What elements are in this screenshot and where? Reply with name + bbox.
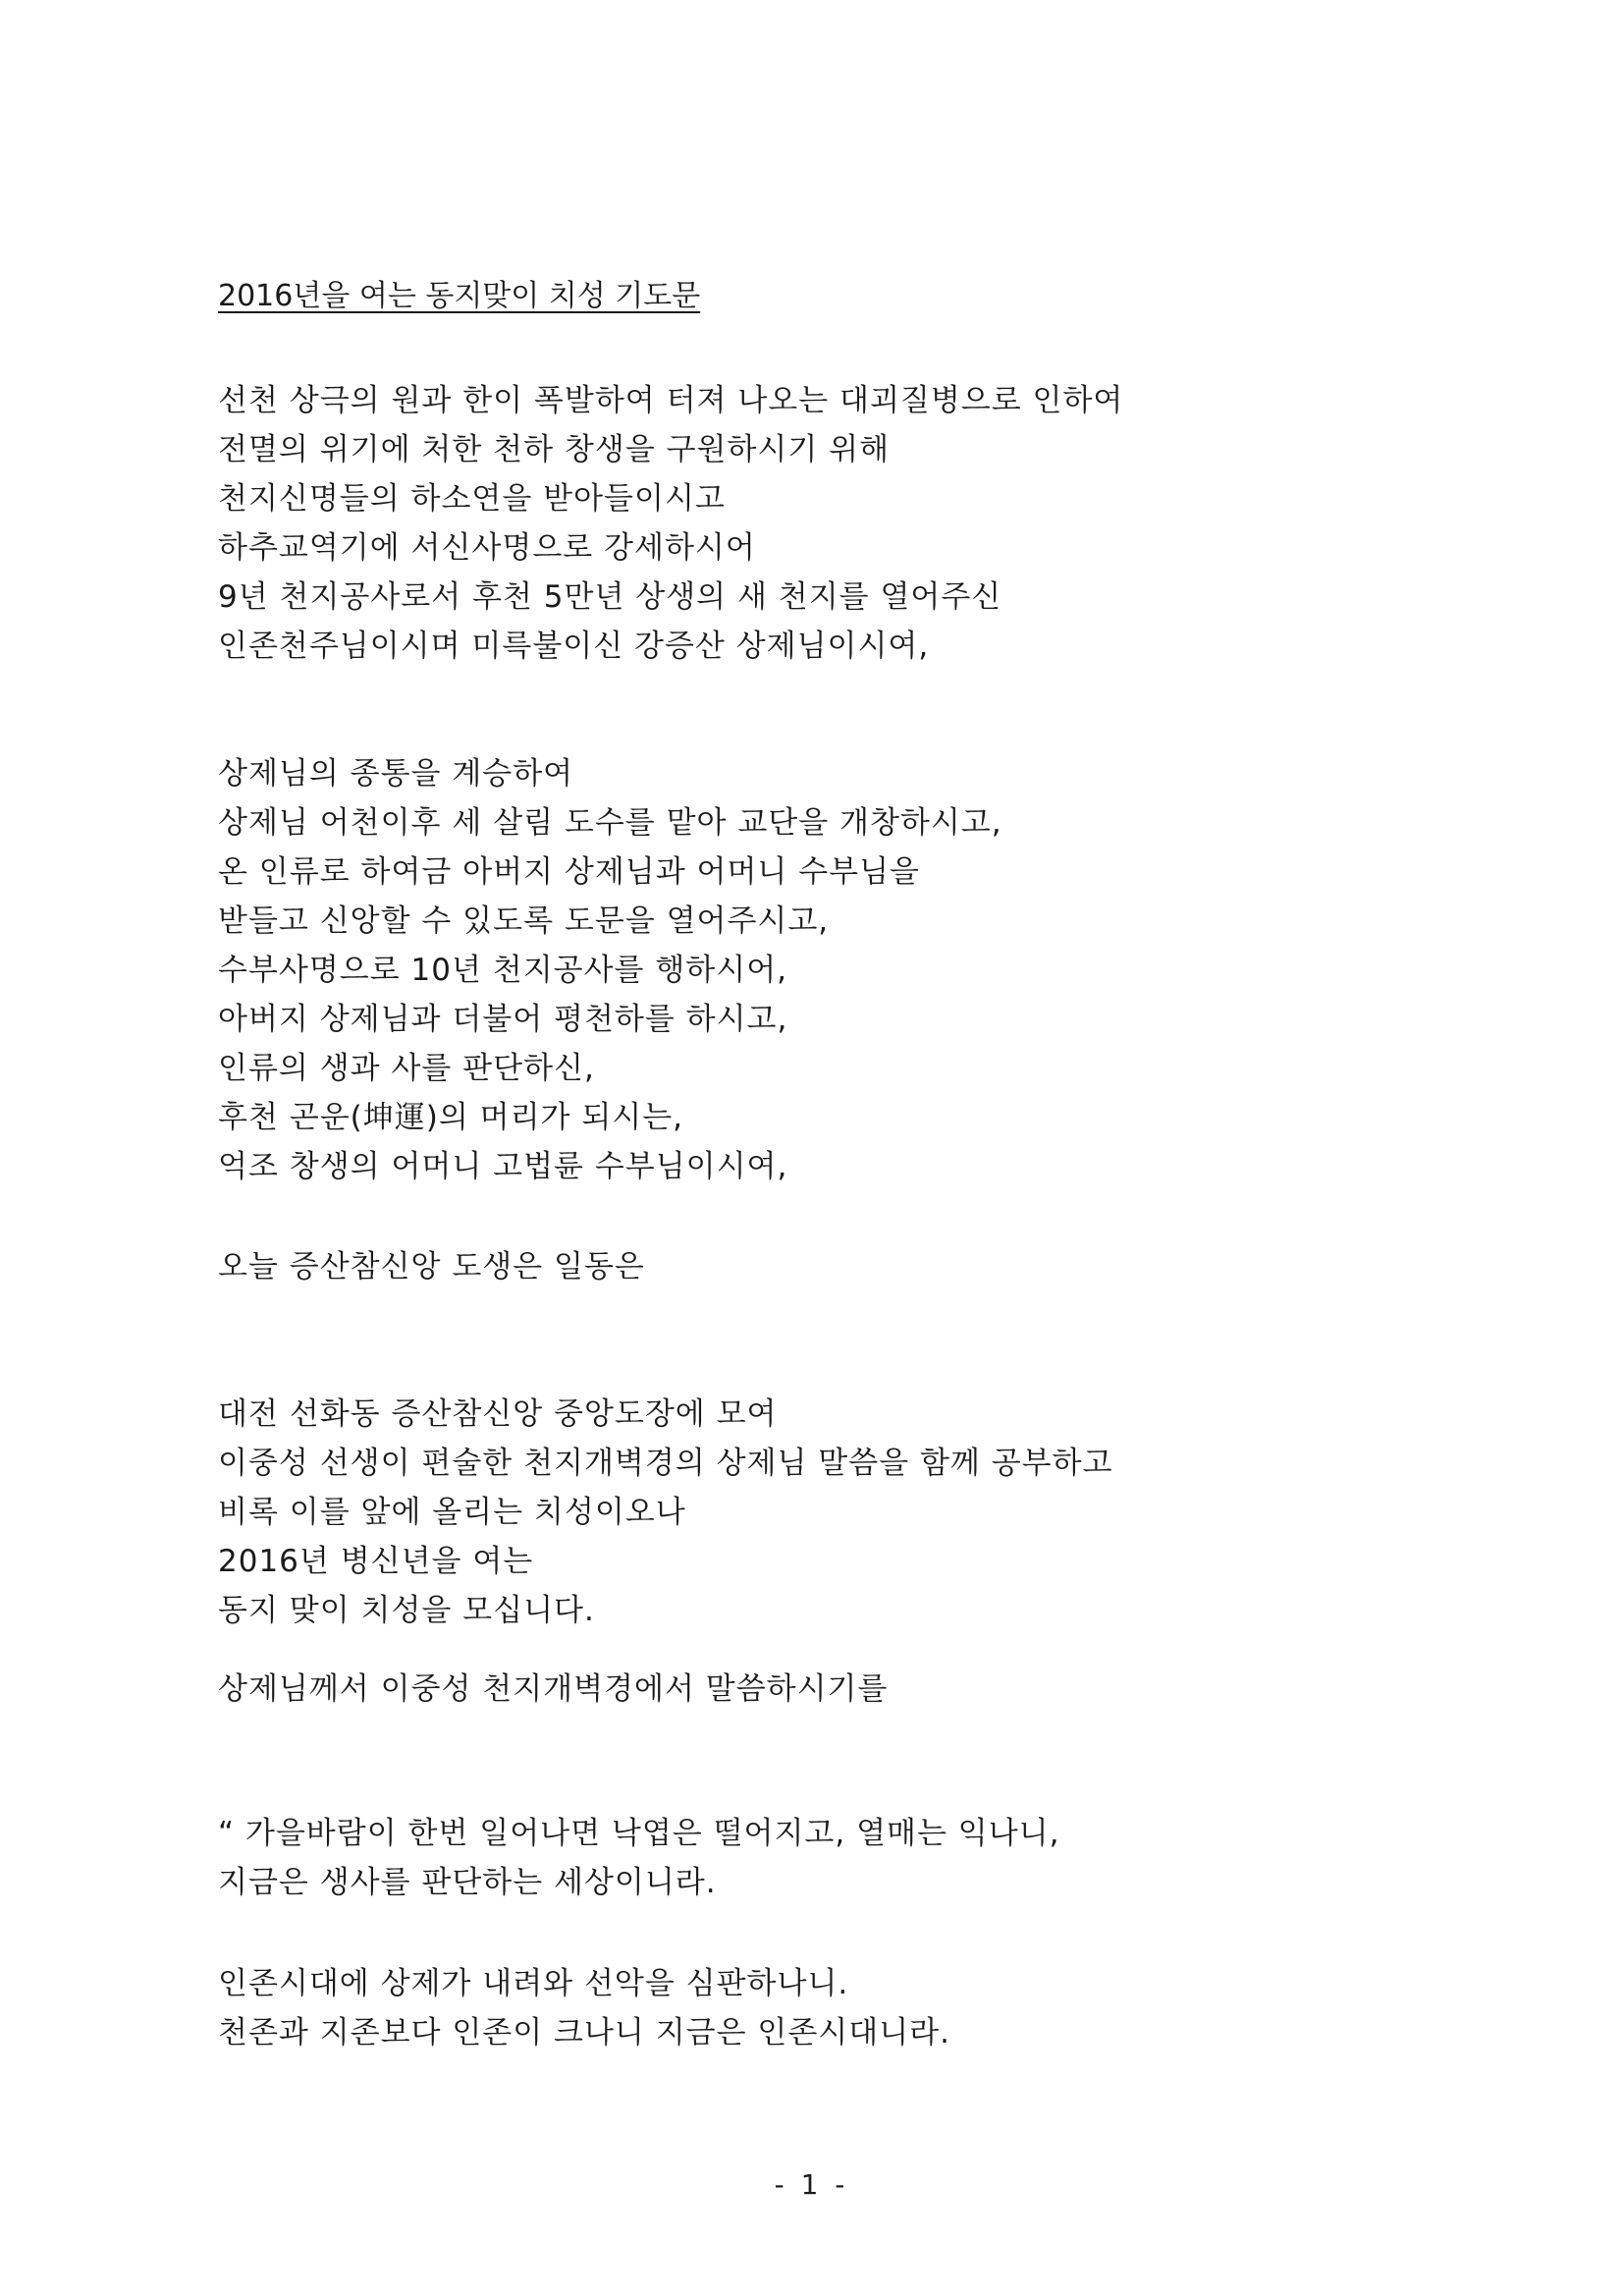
text-line: 상제님께서 이중성 천지개벽경에서 말씀하시기를 (218, 1671, 889, 1707)
text-line: “ 가을바람이 한번 일어나면 낙엽은 떨어지고, 열매는 익나니, (218, 1816, 1060, 1851)
text-line: 인존시대에 상제가 내려와 선악을 심판하나니. (218, 1966, 849, 2001)
text-line: 9년 천지공사로서 후천 5만년 상생의 새 천지를 열어주신 (218, 579, 1002, 615)
text-line: 인존천주님이시며 미륵불이신 강증산 상제님이시여, (218, 629, 930, 664)
text-line: 억조 창생의 어머니 고법륜 수부님이시여, (218, 1149, 788, 1184)
text-line: 이중성 선생이 편술한 천지개벽경의 상제님 말씀을 함께 공부하고 (218, 1446, 1113, 1481)
paragraph-quote-intro (218, 1665, 888, 1714)
text-line: 전멸의 위기에 처한 천하 창생을 구원하시기 위해 (218, 432, 891, 467)
text-line: 아버지 상제님과 더불어 평천하를 하시고, (218, 1002, 788, 1037)
paragraph-invocation-subu (218, 749, 1002, 1191)
text-line: 비록 이를 앞에 올리는 치성이오나 (218, 1495, 686, 1530)
text-line: 천존과 지존보다 인존이 크나니 지금은 인존시대니라. (218, 2015, 950, 2050)
paragraph-invocation-sangje (218, 376, 1123, 671)
page-number: - 1 - (774, 2168, 849, 2201)
text-line: 수부사명으로 10년 천지공사를 행하시어, (218, 953, 787, 988)
paragraph-quote-injon-era (218, 1959, 950, 2057)
text-line: 지금은 생사를 판단하는 세상이니라. (218, 1865, 717, 1900)
paragraph-congregation (218, 1242, 645, 1291)
text-line: 인류의 생과 사를 판단하신, (218, 1051, 595, 1086)
text-line: 하추교역기에 서신사명으로 강세하시어 (218, 530, 756, 566)
text-line: 선천 상극의 원과 한이 폭발하여 터져 나오는 대괴질병으로 인하여 (218, 383, 1124, 418)
text-line: 상제님 어천이후 세 살림 도수를 맡아 교단을 개창하시고, (218, 805, 1002, 841)
text-line: 천지신명들의 하소연을 받아들이시고 (218, 481, 726, 517)
document-title: 2016년을 여는 동지맞이 치성 기도문 (218, 279, 701, 313)
text-line: 대전 선화동 증산참신앙 중앙도장에 모여 (218, 1396, 778, 1432)
text-line: 상제님의 종통을 계승하여 (218, 756, 574, 792)
paragraph-quote-autumn-wind (218, 1809, 1059, 1907)
text-line: 온 인류로 하여금 아버지 상제님과 어머니 수부님을 (218, 854, 920, 890)
text-line: 오늘 증산참신앙 도생은 일동은 (218, 1249, 645, 1285)
paragraph-gathering (218, 1390, 1113, 1635)
text-line: 후천 곤운(坤運)의 머리가 되시는, (218, 1100, 684, 1135)
text-line: 받들고 신앙할 수 있도록 도문을 열어주시고, (218, 903, 830, 939)
text-line: 2016년 병신년을 여는 (218, 1544, 534, 1579)
text-line: 동지 맞이 치성을 모십니다. (218, 1593, 595, 1628)
